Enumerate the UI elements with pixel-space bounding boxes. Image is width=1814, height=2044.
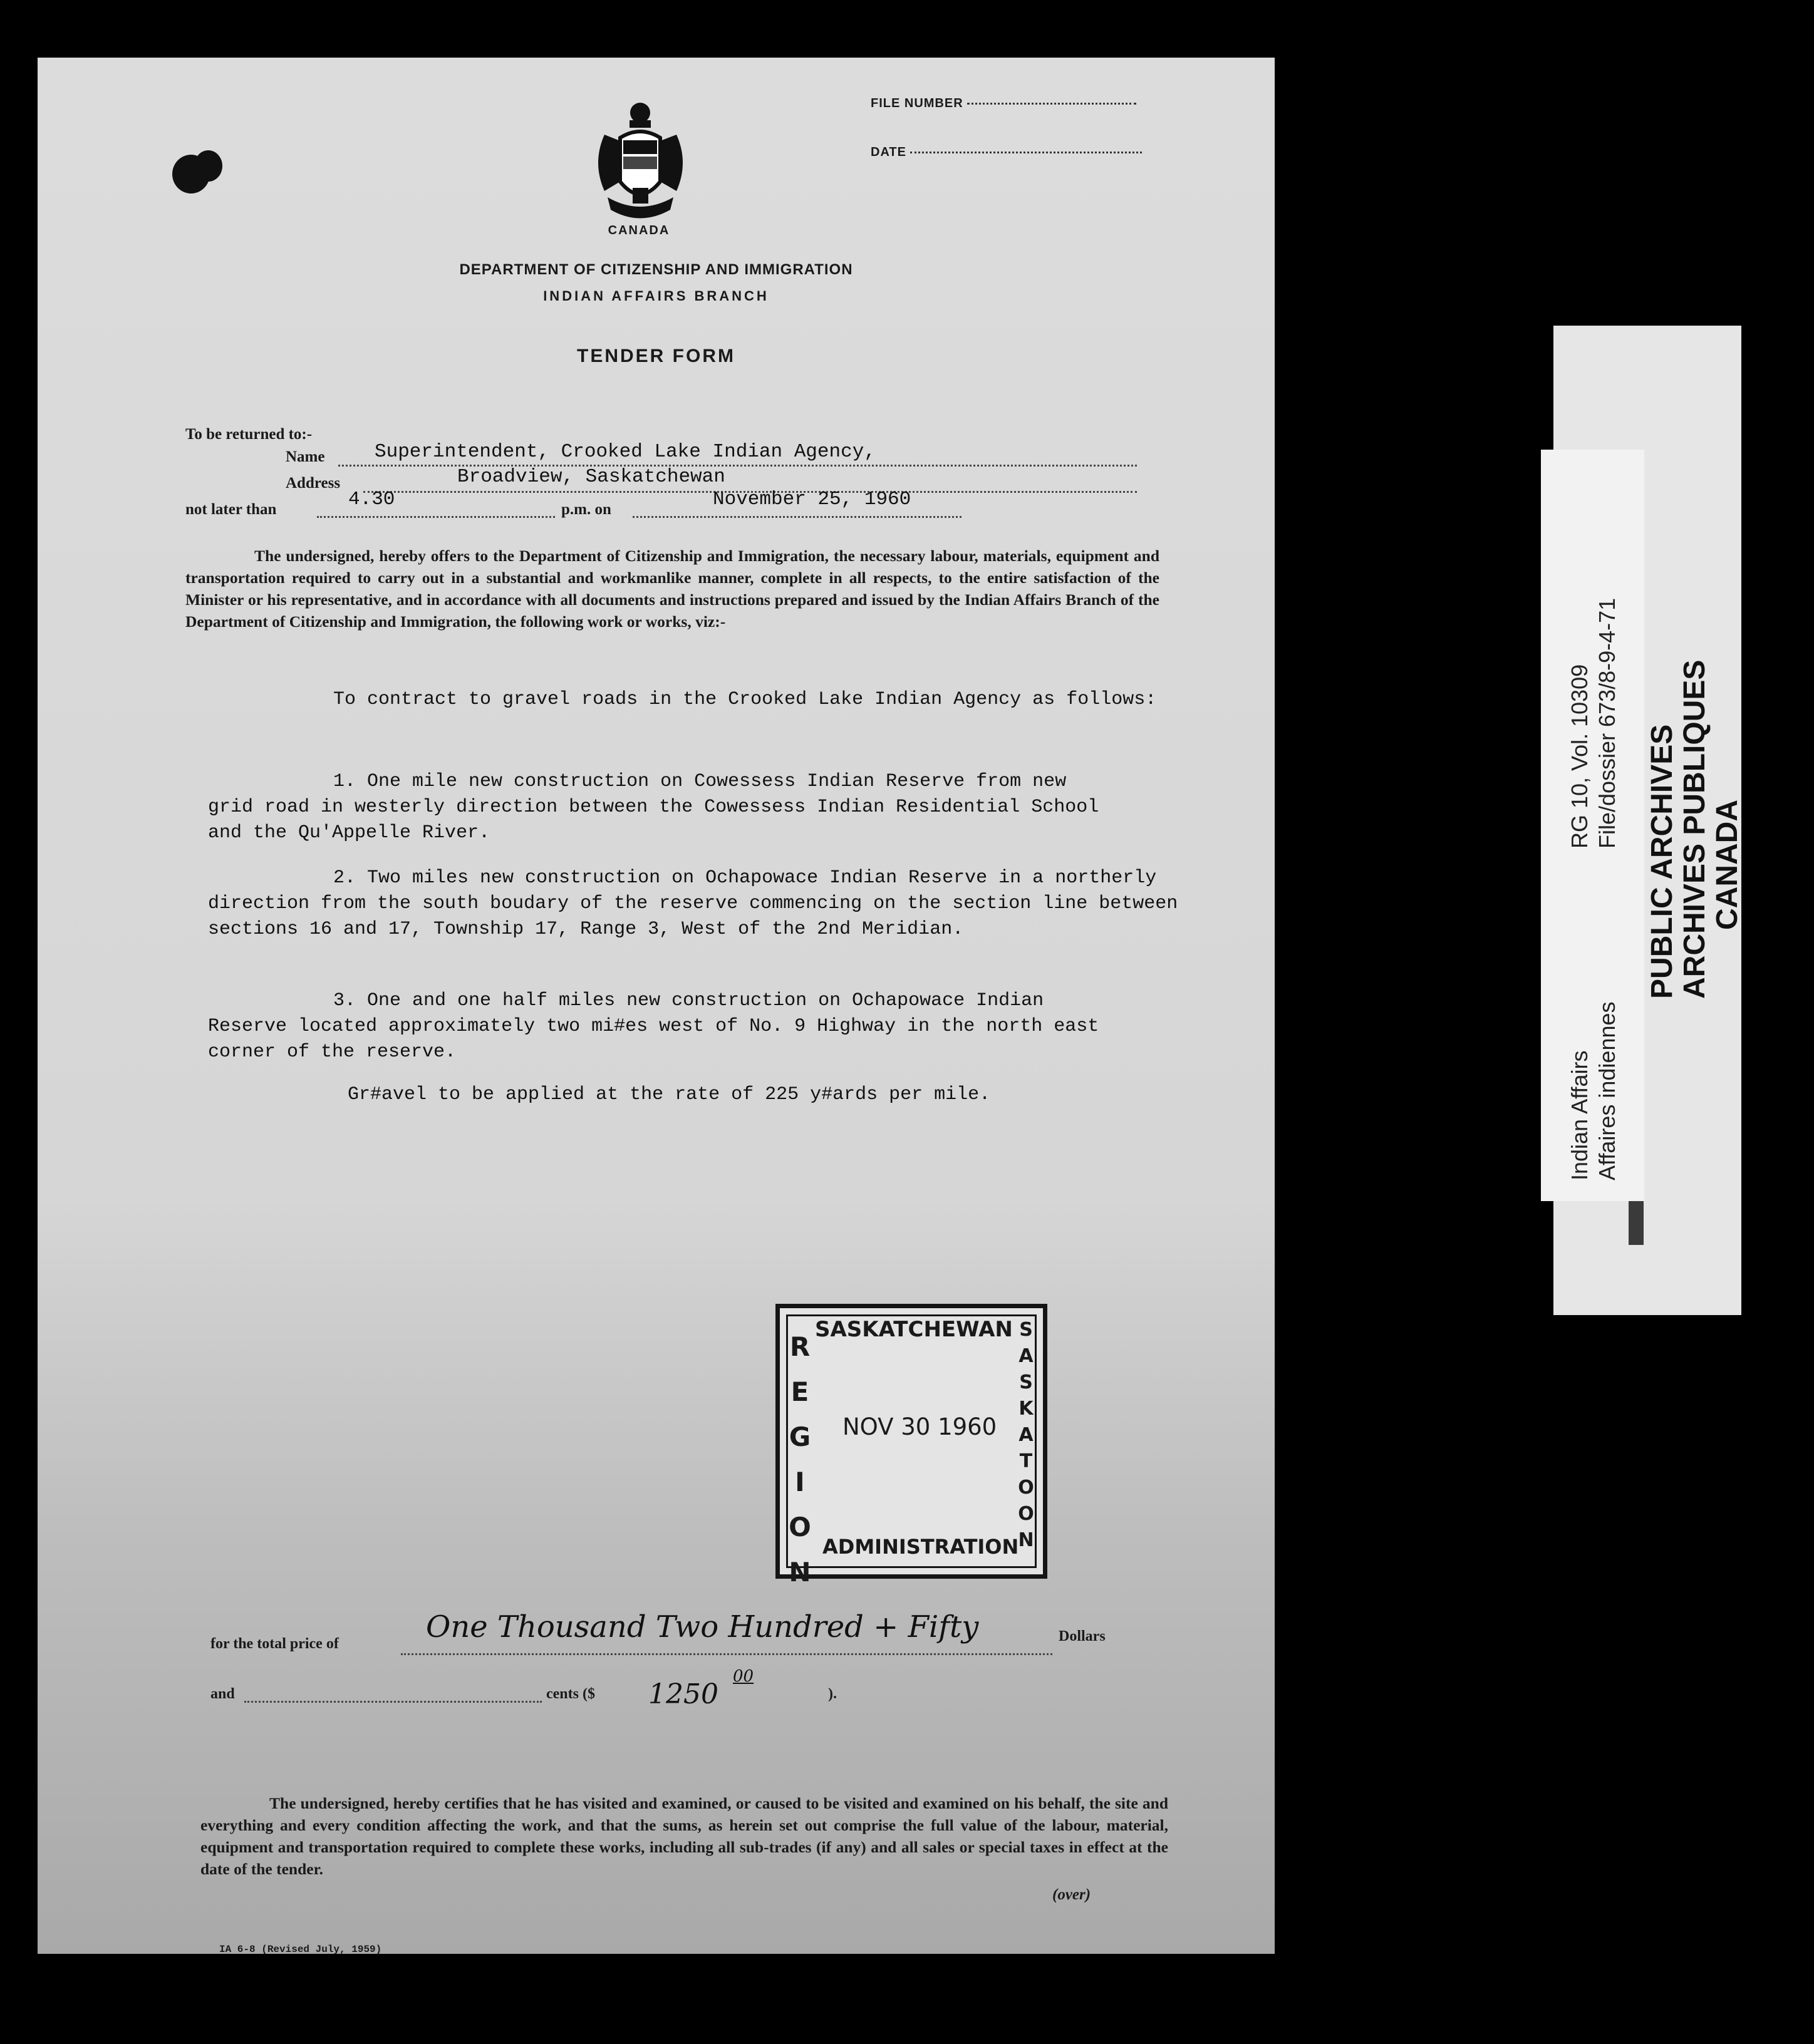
work-item-3 (208, 988, 1110, 1065)
form-code: IA 6-8 (Revised July, 1959) (219, 1944, 382, 1955)
branch-heading: INDIAN AFFAIRS BRANCH (543, 288, 769, 304)
deadline-time-value: 4.30 (348, 488, 395, 510)
cents-label: cents ($ (546, 1686, 595, 1702)
work-item-text: 1. One mile new construction on Cowessess Indian Reserve from new grid road in westerly direction between the Cowessess Indian Residential School and the Qu'Appelle River. (208, 771, 1099, 844)
work-item-1 (208, 769, 1122, 846)
total-price-field (401, 1609, 1052, 1655)
deadline-date-value: November 25, 1960 (713, 488, 911, 510)
file-number-field (871, 96, 1136, 111)
archive-label-institution (1646, 660, 1744, 999)
work-intro-text: To contract to gravel roads in the Crooked Lake Indian Agency as follows: (333, 689, 1157, 710)
address-value: Broadview, Saskatchewan (457, 466, 725, 488)
pm-on-label: p.m. on (561, 501, 611, 518)
crest-caption: CANADA (608, 224, 670, 237)
file-number-label: FILE NUMBER (871, 96, 963, 110)
stamp-city: SASKATOON (1018, 1319, 1034, 1551)
archives-french: ARCHIVES PUBLIQUES (1678, 659, 1711, 999)
fonds-english: Indian Affairs (1567, 1050, 1592, 1180)
not-later-than-label: not later than (185, 501, 277, 518)
certification-text: The undersigned, hereby certifies that he has visited and examined, or caused to be visited and examined on his behalf, the site and everything and every condition affecting the work, and that the sums, as herein set out comprise the full value of the labour, material, equipment and transportation required to complete these works, including all sub-trades (if any) and all sales or special taxes in effect at the date of the tender. (200, 1794, 1168, 1878)
stamp-region: REGION (789, 1331, 811, 1587)
archives-english: PUBLIC ARCHIVES (1646, 724, 1679, 999)
reference-file: File/dossier 673/8-9-4-71 (1594, 597, 1620, 849)
deadline-date-field (633, 488, 961, 518)
amount-handwritten: 1250 (648, 1678, 718, 1710)
work-intro (208, 687, 1160, 713)
tender-form-sheet (38, 58, 1275, 1954)
archives-country: CANADA (1711, 800, 1744, 930)
work-item-2 (208, 865, 1198, 942)
and-label: and (210, 1686, 235, 1702)
reference-volume: RG 10, Vol. 10309 (1567, 664, 1592, 849)
certification-paragraph (200, 1792, 1168, 1880)
address-label: Address (286, 475, 341, 492)
offer-text: The undersigned, hereby offers to the Department of Citizenship and Immigration, the necessary labour, materials, equipment and transportation required to carry out in a substantial and workmanlike manner, complete in all respects, to the entire satisfaction of the Minister or his representative, and in accordance with all documents and instructions prepared and issued by the Indian Affairs Branch of the Department of Citizenship and Immigration, the following work or works, viz:- (185, 547, 1159, 631)
ink-blot (194, 150, 222, 182)
received-stamp (775, 1304, 1047, 1587)
fonds-french: Affaires indiennes (1594, 1001, 1620, 1180)
deadline-time-field (317, 488, 555, 518)
date-field (871, 145, 1142, 160)
total-price-label: for the total price of (210, 1636, 339, 1652)
date-label: DATE (871, 145, 906, 159)
archive-label-reference (1566, 598, 1621, 849)
gravel-rate (348, 1082, 1162, 1108)
gravel-rate-text: Gr#avel to be applied at the rate of 225 y#ards per mile. (348, 1084, 991, 1105)
form-title: TENDER FORM (577, 346, 735, 366)
name-label: Name (286, 448, 325, 465)
cents-field (244, 1691, 542, 1703)
return-to-label: To be returned to:- (185, 426, 313, 443)
department-heading: DEPARTMENT OF CITIZENSHIP AND IMMIGRATION (459, 261, 853, 278)
amount-close: ). (828, 1686, 837, 1702)
stamp-province: SASKATCHEWAN (815, 1317, 1013, 1342)
name-value: Superintendent, Crooked Lake Indian Agency, (375, 441, 876, 463)
amount-cents-handwritten: 00 (733, 1667, 754, 1686)
total-price-handwritten: One Thousand Two Hundred + Fifty (426, 1609, 979, 1644)
stamp-date: NOV 30 1960 (842, 1413, 997, 1440)
dollars-label: Dollars (1059, 1628, 1106, 1644)
stamp-office: ADMINISTRATION (822, 1535, 1019, 1559)
name-field (338, 441, 1137, 467)
archive-label-fonds (1566, 1001, 1621, 1180)
offer-paragraph (185, 545, 1159, 632)
work-item-text: 3. One and one half miles new construction on Ochapowace Indian Reserve located approximately two mi#es west of No. 9 Highway in the north east corner of the reserve. (208, 990, 1099, 1063)
over-note: (over) (1052, 1886, 1091, 1903)
work-item-text: 2. Two miles new construction on Ochapowace Indian Reserve in a northerly direction from the south boudary of the reserve commencing on the section line between sections 16 and 17, Township 17, Range 3, West of the 2nd Meridian. (208, 867, 1178, 940)
